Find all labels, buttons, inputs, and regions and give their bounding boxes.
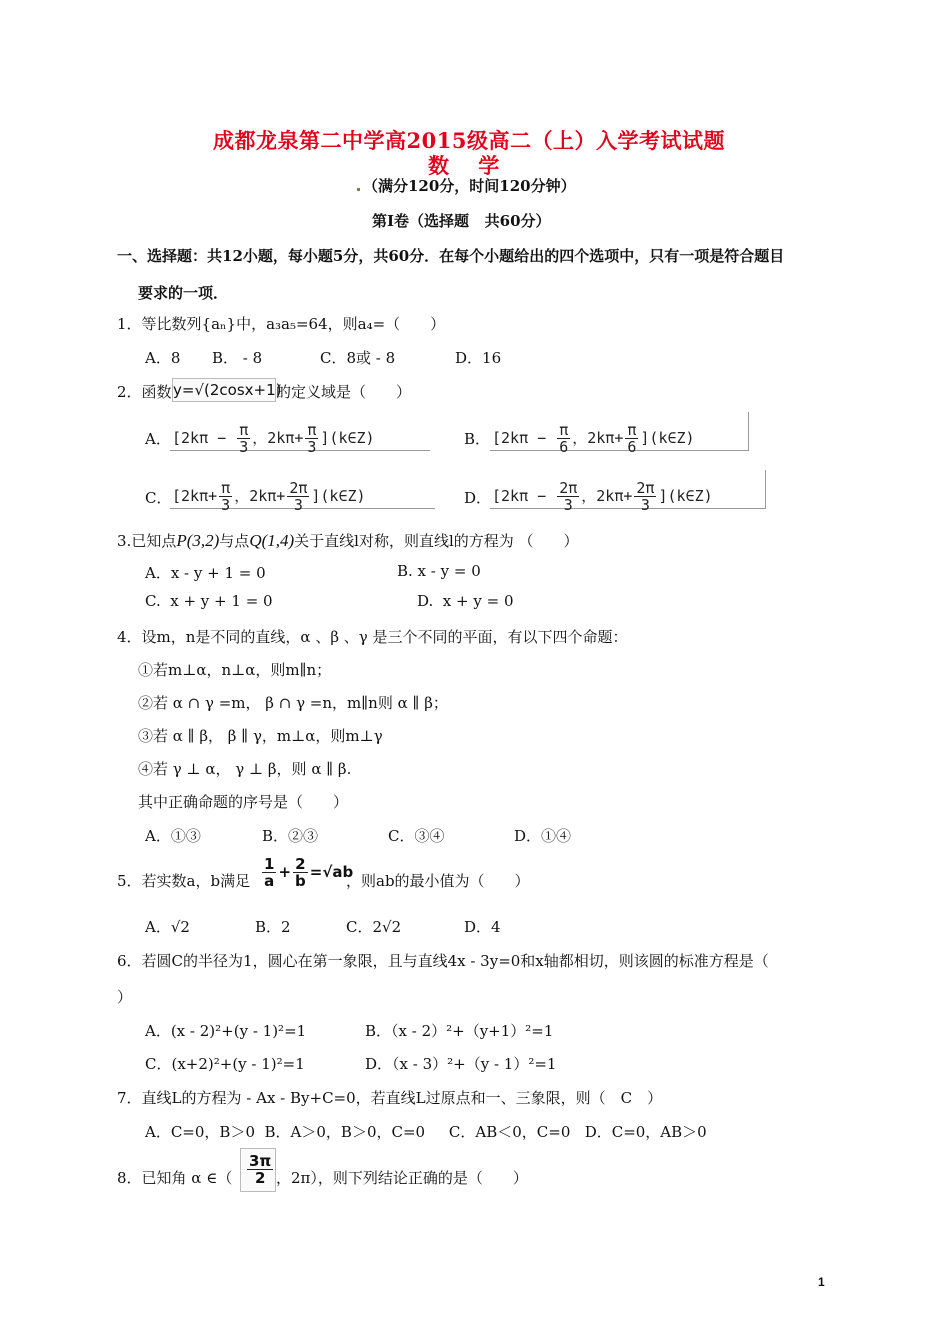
q2-stem-pre: 2．函数 [117, 383, 172, 401]
q4-proposition-2: ②若 α ∩ γ =m， β ∩ γ =n，m∥n则 α ∥ β； [138, 694, 448, 712]
q3-pre: 已知点 [131, 532, 177, 550]
q2-c-fraction-1: $\frac{\pi}{3}$ [221, 479, 231, 514]
q2-a-left: [2kπ − [172, 429, 236, 447]
q5-stem-pre: 5．若实数a，b满足 [117, 872, 251, 890]
q2-option-d-formula [490, 470, 766, 514]
q2-b-fraction-2: $\frac{\pi}{6}$ [627, 421, 637, 456]
q2-c-mid: ，2kπ+ [234, 487, 286, 505]
q4-ask: 其中正确命题的序号是（ ） [138, 793, 349, 811]
q8-stem-pre: 8．已知角 α ∈（ [117, 1169, 233, 1187]
exam-title: 成都龙泉第二中学高2015级高二（上）入学考试试题 [213, 128, 725, 153]
q4-option-c: C．③④ [388, 827, 445, 845]
q3-point-q: Q(1,4) [249, 531, 295, 550]
q2-d-right: ](k∈Z) [658, 487, 713, 505]
q7-options: A．C=0，B＞0 B．A＞0，B＞0，C=0 C．AB＜0，C=0 D．C=0，AB＞0 [145, 1123, 707, 1141]
q5-equals: = [309, 863, 323, 881]
q2-a-mid: ，2kπ+ [252, 429, 304, 447]
q3-option-a: A．x ‑ y + 1 = 0 [145, 564, 266, 582]
q3-option-b: B. x ‑ y = 0 [397, 562, 481, 580]
q5-condition-formula [260, 856, 353, 889]
q1-stem: 1．等比数列{aₙ}中，a₃a₅=64，则a₄=（ ） [117, 315, 446, 333]
q6-stem-line-1: 6．若圆C的半径为1，圆心在第一象限，且与直线4x ‑ 3y=0和x轴都相切，则该圆的标准方程是（ [117, 952, 769, 970]
q5-fraction-2-over-b: $\frac{2}{b}$ [295, 855, 306, 890]
q3-option-d: D. x + y = 0 [417, 592, 514, 610]
q3-stem [117, 530, 579, 551]
q2-option-c-formula [170, 470, 435, 514]
q2-b-right: ](k∈Z) [640, 429, 695, 447]
q8-denominator: 2 [254, 1169, 266, 1187]
q2-d-mid: ，2kπ+ [581, 487, 633, 505]
q2-b-fraction-1: $\frac{\pi}{6}$ [559, 421, 569, 456]
q2-option-a-formula [170, 412, 430, 456]
q4-option-a: A．①③ [145, 827, 201, 845]
q2-d-fraction-2: $\frac{2\pi}{3}$ [636, 479, 655, 514]
q4-option-b: B．②③ [262, 827, 319, 845]
subject-title: 数 学 [428, 153, 500, 178]
q1-option-b: B． ‑ 8 [212, 349, 263, 367]
q3-post: 关于直线l对称，则直线l的方程为 （ ） [294, 532, 579, 550]
q2-option-b-formula [490, 412, 749, 456]
q6-option-b: B．（x ‑ 2）²+（y+1）²=1 [365, 1022, 554, 1040]
q2-d-fraction-1: $\frac{2\pi}{3}$ [559, 479, 578, 514]
q2-function-formula: y=√(2cosx+1) [172, 378, 276, 402]
q2-option-c-label: C． [145, 489, 172, 507]
q3-option-c: C. x + y + 1 = 0 [145, 592, 273, 610]
q7-stem: 7．直线L的方程为 ‑ Ax ‑ By+C=0，若直线L过原点和一、三象限，则（ C ） [117, 1089, 663, 1107]
q6-option-a: A．(x ‑ 2)²+(y ‑ 1)²=1 [145, 1022, 307, 1040]
q4-proposition-4: ④若 γ ⊥ α， γ ⊥ β，则 α ∥ β. [138, 760, 352, 778]
q2-b-mid: ，2kπ+ [572, 429, 624, 447]
q1-option-a: A．8 [145, 349, 181, 367]
q4-stem: 4．设m，n是不同的直线，α 、β 、γ 是三个不同的平面，有以下四个命题： [117, 628, 628, 646]
q8-numerator: 3π [249, 1152, 272, 1170]
exam-meta: （满分120分，时间120分钟） [363, 177, 576, 195]
q6-option-c: C．(x+2)²+(y ‑ 1)²=1 [145, 1055, 305, 1073]
q5-option-b: B．2 [255, 918, 291, 936]
q2-a-fraction-1: $\frac{\pi}{3}$ [239, 421, 249, 456]
q2-c-right: ](k∈Z) [311, 487, 366, 505]
q4-proposition-1: ①若m⊥α，n⊥α，则m∥n； [138, 661, 332, 679]
q5-plus: + [278, 863, 292, 881]
instruction-line-1: 一、选择题：共12小题，每小题5分，共60分．在每个小题给出的四个选项中，只有一项是符合题目 [117, 247, 785, 265]
q5-option-a: A．√2 [145, 918, 190, 936]
q5-stem-post: ，则ab的最小值为（ ） [346, 872, 530, 890]
q2-option-a-label: A． [145, 430, 171, 448]
q3-mid: 与点 [219, 532, 250, 550]
q2-c-left: [2kπ+ [172, 487, 218, 505]
q5-root-ab: √ab [322, 863, 354, 881]
q1-option-c: C．8或 ‑ 8 [320, 349, 396, 367]
q5-fraction-1-over-a: $\frac{1}{a}$ [264, 855, 275, 890]
instruction-line-2: 要求的一项． [138, 284, 229, 302]
part-heading: 第Ⅰ卷（选择题 共60分） [372, 212, 551, 230]
q1-option-d: D．16 [455, 349, 502, 367]
q3-point-p: P(3,2) [176, 531, 220, 550]
q2-option-d-label: D． [464, 489, 492, 507]
q6-stem-line-2: ） [117, 988, 133, 1006]
q8-fraction-3pi-over-2 [240, 1148, 276, 1192]
q2-stem-post: 的定义域是（ ） [276, 383, 412, 401]
q6-option-d: D．（x ‑ 3）²+（y ‑ 1）²=1 [365, 1055, 557, 1073]
q2-d-left: [2kπ − [492, 487, 556, 505]
q4-option-d: D．①④ [514, 827, 572, 845]
decorative-dot [357, 188, 360, 191]
q3-number: 3. [117, 532, 132, 550]
q2-a-right: ](k∈Z) [320, 429, 375, 447]
q5-option-c: C．2√2 [346, 918, 402, 936]
page-number: 1 [818, 1275, 825, 1289]
q4-proposition-3: ③若 α ∥ β， β ∥ γ，m⊥α，则m⊥γ [138, 727, 383, 745]
q2-c-fraction-2: $\frac{2\pi}{3}$ [289, 479, 308, 514]
q2-b-left: [2kπ − [492, 429, 556, 447]
q2-option-b-label: B． [464, 430, 491, 448]
q2-a-fraction-2: $\frac{\pi}{3}$ [307, 421, 317, 456]
q8-stem-post: ，2π），则下列结论正确的是（ ） [276, 1169, 528, 1187]
q5-option-d: D．4 [464, 918, 501, 936]
